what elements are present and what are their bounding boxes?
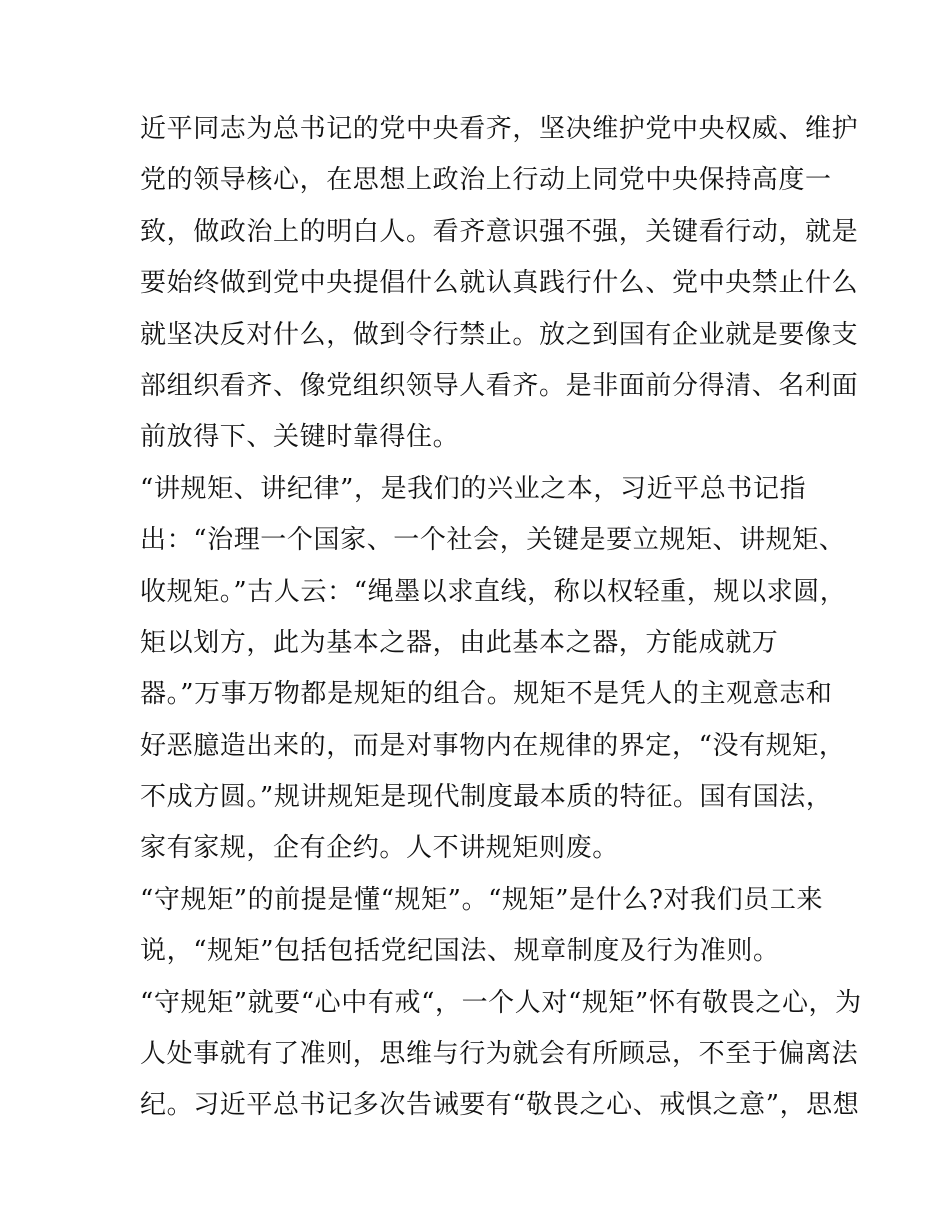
text-line: 近平同志为总书记的党中央看齐，坚决维护党中央权威、维护 [140, 114, 859, 144]
text-line: 说，“规矩”包括包括党纪国法、规章制度及行为准则。 [140, 936, 780, 967]
text-line: 纪。习近平总书记多次告诫要有“敬畏之心、戒惧之意”，思想 [140, 1090, 860, 1121]
text-line: 收规矩。”古人云：“绳墨以求直线，称以权轻重，规以求圆， [140, 576, 847, 607]
text-line: 矩以划方，此为基本之器，由此基本之器，方能成就万 [140, 627, 779, 658]
text-line: “守规矩”的前提是懂“规矩”。“规矩”是什么?对我们员工来 [140, 884, 824, 915]
text-line: 家有家规，企有企约。人不讲规矩则废。 [140, 833, 619, 864]
text-line: 前放得下、关键时靠得住。 [140, 422, 460, 453]
text-line: 致，做政治上的明白人。看齐意识强不强，关键看行动，就是 [140, 216, 859, 247]
text-line: “守规矩”就要“心中有戒“，一个人对“规矩”怀有敬畏之心，为 [140, 987, 862, 1018]
text-line: “讲规矩、讲纪律”，是我们的兴业之本，习近平总书记指 [140, 473, 807, 504]
text-line: 就坚决反对什么，做到令行禁止。放之到国有企业就是要像支 [140, 319, 859, 350]
text-line: 党的领导核心，在思想上政治上行动上同党中央保持高度一 [140, 165, 832, 196]
text-line: 器。”万事万物都是规矩的组合。规矩不是凭人的主观意志和 [140, 679, 833, 710]
text-line: 不成方圆。”规讲规矩是现代制度最本质的特征。国有国法， [140, 782, 833, 813]
text-line: 要始终做到党中央提倡什么就认真践行什么、党中央禁止什么 [140, 268, 859, 299]
text-line: 人处事就有了准则，思维与行为就会有所顾忌，不至于偏离法 [140, 1039, 859, 1070]
text-line: 出：“治理一个国家、一个社会，关键是要立规矩、讲规矩、 [140, 525, 846, 556]
text-line: 好恶臆造出来的，而是对事物内在规律的界定，“没有规矩， [140, 730, 846, 761]
body-text [140, 104, 862, 1132]
text-line: 部组织看齐、像党组织领导人看齐。是非面前分得清、名利面 [140, 370, 859, 401]
